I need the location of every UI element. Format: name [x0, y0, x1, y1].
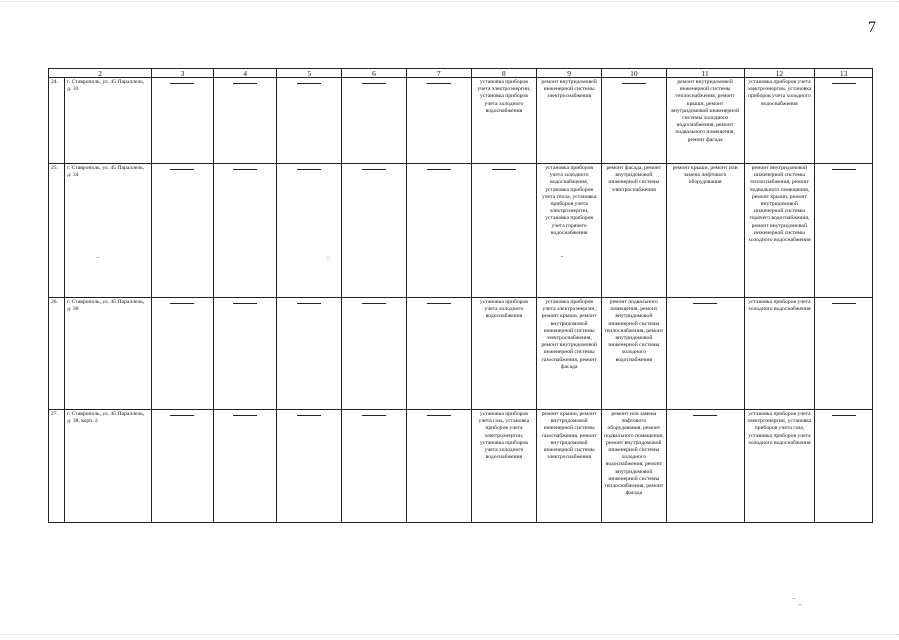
empty-dash	[277, 410, 342, 523]
empty-dash	[406, 410, 471, 523]
work-cell: ремонт внутридомовой инженерной системы электроснабжения	[537, 78, 602, 164]
empty-dash	[213, 298, 277, 410]
empty-dash	[152, 78, 214, 164]
work-cell: ремонт внутридомовой инженерной системы теплоснабжения, ремонт подвального помещения, ремонт крыши, ремонт внутридомовой инженерной системы горячего водоснабжения, ремонт внутридомовой инженерной системы холодного водоснабжения	[744, 164, 815, 298]
row-number: 27.	[49, 410, 65, 523]
empty-dash	[666, 410, 744, 523]
column-number: 10	[601, 69, 666, 78]
empty-dash	[213, 164, 277, 298]
column-number: 7	[406, 69, 471, 78]
empty-dash	[406, 78, 471, 164]
work-cell: установка приборов учета холодного водоснабжения, установка приборов учета тепла, установка приборов учета электроэнергии, установка приборов учета горячего водоснабжения	[537, 164, 602, 298]
empty-dash	[815, 164, 873, 298]
table-row	[49, 410, 873, 523]
scan-bottom-edge	[0, 634, 899, 635]
column-number: 2	[49, 69, 152, 78]
column-number: 9	[537, 69, 602, 78]
column-number: 11	[666, 69, 744, 78]
column-number: 5	[277, 69, 342, 78]
row-address: г. Ставрополь, ул. 45 Параллель, д. 38, корп. 2	[65, 410, 152, 523]
empty-dash	[152, 298, 214, 410]
empty-dash	[815, 298, 873, 410]
row-number: 24.	[49, 78, 65, 164]
empty-dash	[342, 298, 407, 410]
column-number: 13	[815, 69, 873, 78]
table-row	[49, 78, 873, 164]
column-number: 3	[152, 69, 214, 78]
work-cell: ремонт подвального помещения, ремонт внутридомовой инженерной системы теплоснабжения, ремонт внутридомовой инженерной системы холодного водоснабжения	[601, 298, 666, 410]
row-address: г. Ставрополь, ул. 45 Параллель, д. 33	[65, 78, 152, 164]
scan-speck	[799, 604, 801, 605]
work-cell: установка приборов учета холодного водоснабжения	[471, 298, 537, 410]
empty-dash	[277, 78, 342, 164]
empty-dash	[342, 164, 407, 298]
scan-top-edge	[0, 1, 899, 2]
work-cell: ремонт фасада, ремонт внутридомовой инженерной системы электроснабжения	[601, 164, 666, 298]
work-cell: установка приборов учета электроэнергии, установка приборов учета холодного водоснабжения	[744, 78, 815, 164]
page-number: 7	[868, 19, 876, 36]
work-cell: установка приборов учета электроэнергии, установка приборов учета холодного водоснабжения	[471, 78, 537, 164]
work-cell: ремонт крыши, ремонт внутридомовой инженерной системы газоснабжения, ремонт внутридомовой инженерной системы электроснабжения	[537, 410, 602, 523]
repair-schedule-table	[48, 68, 873, 523]
column-number: 4	[213, 69, 277, 78]
empty-dash	[213, 78, 277, 164]
empty-dash	[601, 78, 666, 164]
work-cell: установка приборов учета электроэнергии, ремонт крыши, ремонт внутридомовой инженерной системы электроснабжения, ремонт внутридомовой инженерной системы газоснабжения, ремонт фасада	[537, 298, 602, 410]
work-cell: установка приборов учета холодного водоснабжения	[744, 298, 815, 410]
empty-dash	[277, 298, 342, 410]
row-number: 26.	[49, 298, 65, 410]
empty-dash	[815, 410, 873, 523]
empty-dash	[342, 78, 407, 164]
scan-speck	[793, 598, 795, 599]
table-row	[49, 164, 873, 298]
empty-dash	[406, 164, 471, 298]
row-address: г. Ставрополь, ул. 45 Параллель, д. 34	[65, 164, 152, 298]
empty-dash	[815, 78, 873, 164]
work-cell: ремонт внутридомовой инженерной системы теплоснабжения, ремонт крыши, ремонт внутридомовой инженерной системы холодного водоснабжения, ремонт подвального помещения, ремонт фасада	[666, 78, 744, 164]
column-number: 12	[744, 69, 815, 78]
work-cell: установка приборов учета электроэнергии, установка приборов учета газа, установка приборов учета холодного водоснабжения	[744, 410, 815, 523]
empty-dash	[213, 410, 277, 523]
empty-dash	[406, 298, 471, 410]
column-number-row	[49, 69, 873, 78]
work-cell: установка приборов учета газа, установка приборов учета электроэнергии, установка приборов учета холодного водоснабжения	[471, 410, 537, 523]
empty-dash	[152, 410, 214, 523]
table-row	[49, 298, 873, 410]
column-number: 6	[342, 69, 407, 78]
column-number: 8	[471, 69, 537, 78]
work-cell: ремонт или замена лифтового оборудования, ремонт подвального помещения, ремонт внутридомовой инженерной системы холодного водоснабжения, ремонт внутридомовой инженерной системы теплоснабжения, ремонт фасада	[601, 410, 666, 523]
row-address: г. Ставрополь, ул. 45 Параллель, д. 36	[65, 298, 152, 410]
row-number: 25.	[49, 164, 65, 298]
empty-dash	[471, 164, 537, 298]
work-cell: ремонт крыши, ремонт или замена лифтового оборудования	[666, 164, 744, 298]
empty-dash	[342, 410, 407, 523]
empty-dash	[277, 164, 342, 298]
scan-speck	[561, 256, 563, 257]
scan-speck	[327, 257, 329, 258]
empty-dash	[152, 164, 214, 298]
empty-dash	[666, 298, 744, 410]
scan-speck	[97, 257, 99, 258]
